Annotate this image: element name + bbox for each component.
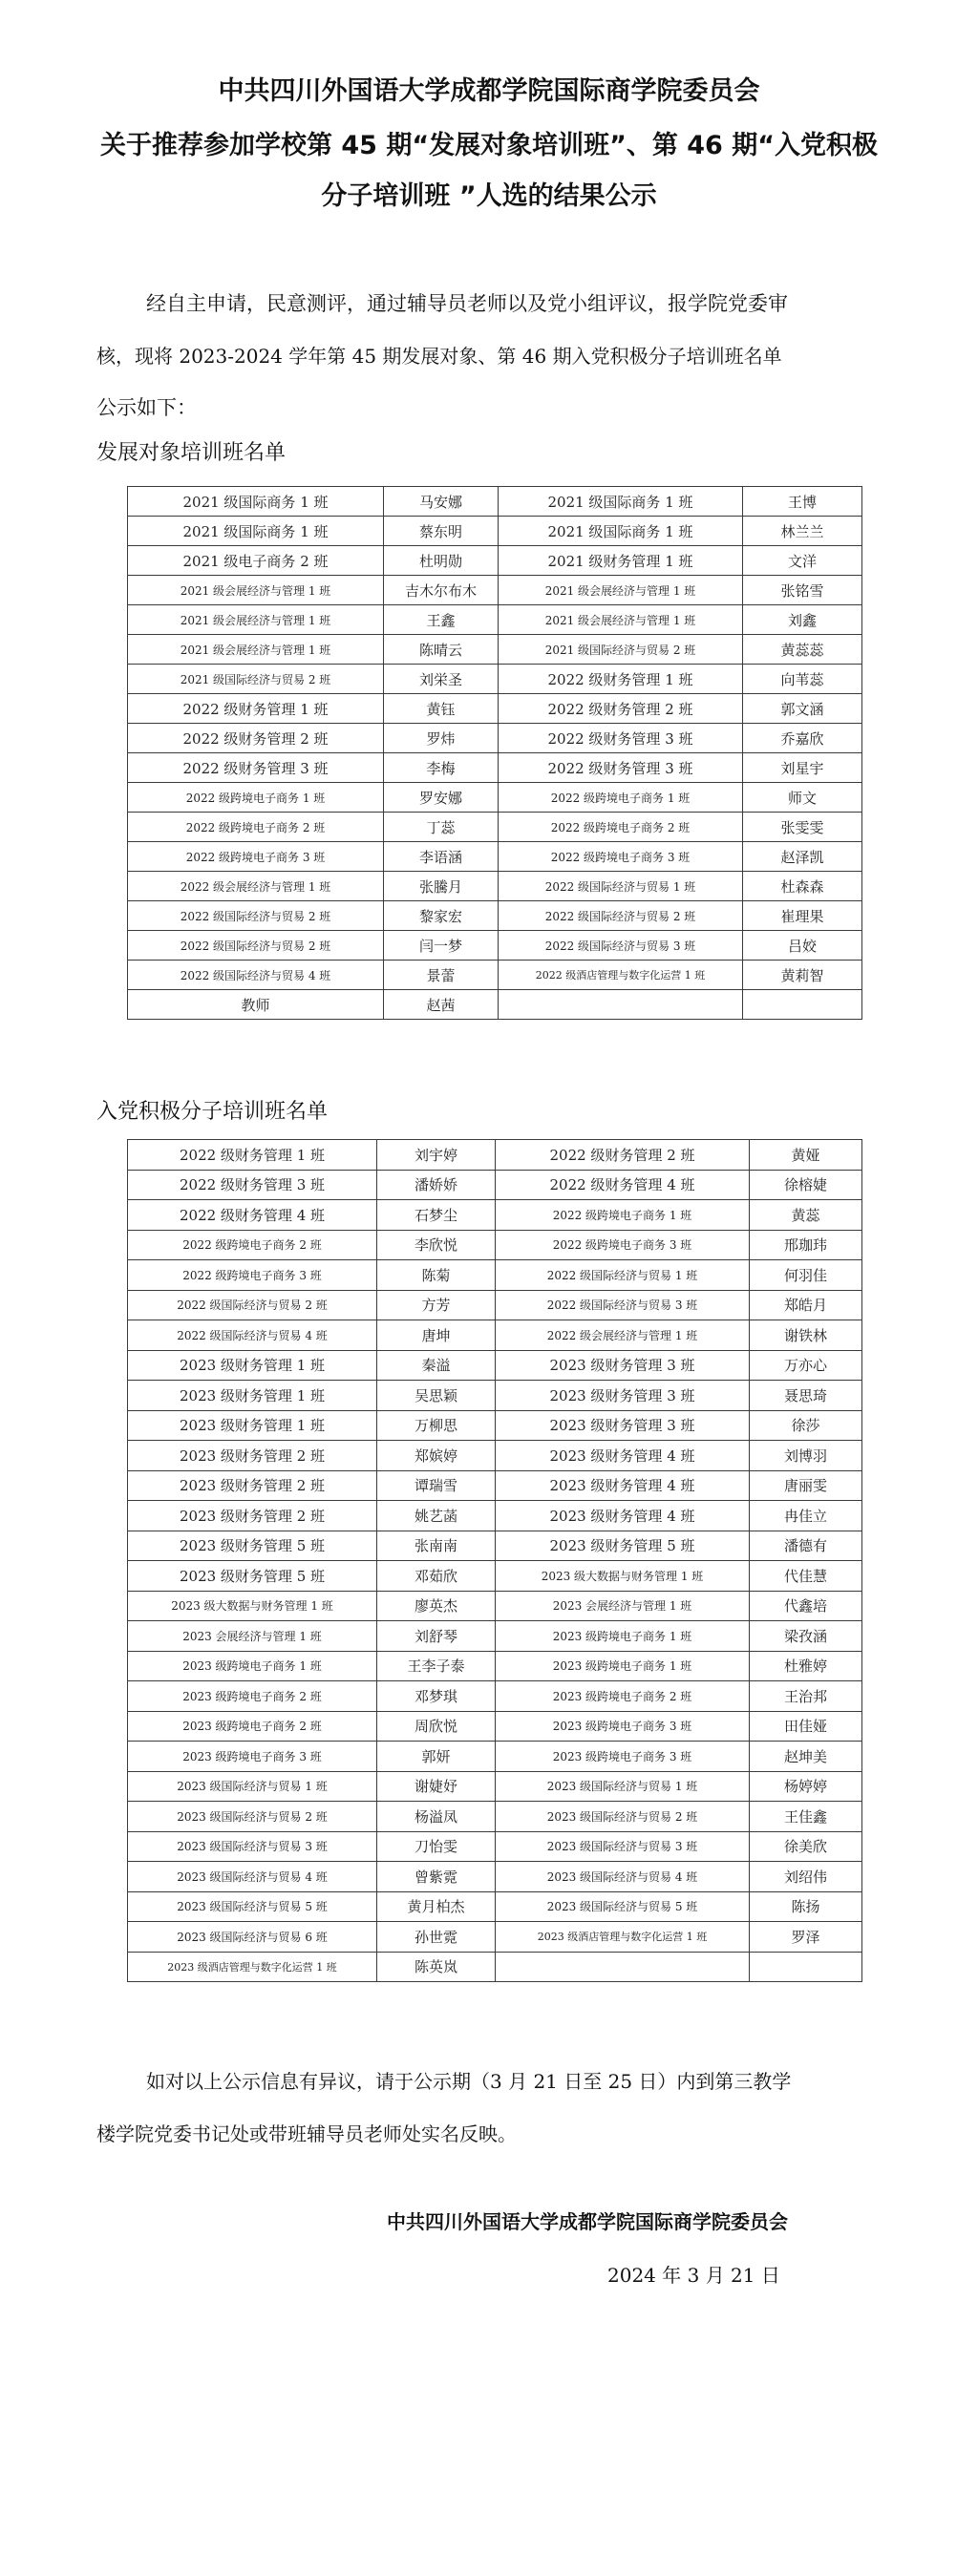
class-cell: 2023 级财务管理 1 班 <box>128 1410 377 1441</box>
class-cell: 2022 级会展经济与管理 1 班 <box>128 872 384 901</box>
closing-line: 如对以上公示信息有异议，请于公示期（3 月 21 日至 25 日）内到第三教学 <box>146 2070 792 2093</box>
development-list-table <box>127 486 862 1020</box>
class-cell: 2022 级跨境电子商务 2 班 <box>128 1230 377 1260</box>
name-cell: 郑皓月 <box>750 1290 862 1320</box>
class-cell: 2023 级国际经济与贸易 2 班 <box>496 1802 750 1832</box>
name-cell: 曾紫霓 <box>377 1862 496 1892</box>
class-cell: 2021 级财务管理 1 班 <box>499 546 743 576</box>
name-cell: 罗泽 <box>750 1922 862 1953</box>
class-cell: 2022 级跨境电子商务 1 班 <box>128 783 384 813</box>
class-cell: 2023 级财务管理 2 班 <box>128 1501 377 1531</box>
class-cell: 2022 级跨境电子商务 3 班 <box>128 842 384 872</box>
name-cell: 徐榕婕 <box>750 1170 862 1200</box>
class-cell: 2021 级会展经济与管理 1 班 <box>128 576 384 605</box>
table-row <box>128 1681 862 1712</box>
class-cell: 2022 级跨境电子商务 3 班 <box>499 842 743 872</box>
table-row <box>128 783 862 813</box>
class-cell: 2022 级财务管理 3 班 <box>499 724 743 753</box>
class-cell: 2023 级酒店管理与数字化运营 1 班 <box>496 1922 750 1953</box>
document-subtitle-line2: 分子培训班 ”人选的结果公示 <box>321 181 657 211</box>
name-cell: 黄莉智 <box>743 961 862 990</box>
table-row <box>128 1230 862 1260</box>
name-cell: 邓梦琪 <box>377 1681 496 1712</box>
table-row <box>128 1470 862 1501</box>
table-row <box>128 1591 862 1621</box>
class-cell: 2021 级国际经济与贸易 2 班 <box>499 635 743 665</box>
name-cell: 张騰月 <box>384 872 499 901</box>
name-cell: 李欣悦 <box>377 1230 496 1260</box>
table-row <box>128 1952 862 1982</box>
table-row <box>128 1441 862 1471</box>
name-cell: 刘舒琴 <box>377 1621 496 1652</box>
table-row <box>128 1531 862 1561</box>
class-cell: 2023 级跨境电子商务 2 班 <box>128 1711 377 1742</box>
table-row <box>128 1381 862 1411</box>
class-cell: 2023 级财务管理 4 班 <box>496 1501 750 1531</box>
class-cell: 2023 会展经济与管理 1 班 <box>128 1621 377 1652</box>
document-subtitle-line1: 关于推荐参加学校第 45 期“发展对象培训班”、第 46 期“入党积极 <box>100 131 878 160</box>
name-cell: 万柳思 <box>377 1410 496 1441</box>
name-cell: 黄娅 <box>750 1140 862 1171</box>
class-cell: 2023 级跨境电子商务 3 班 <box>496 1711 750 1742</box>
name-cell: 代鑫培 <box>750 1591 862 1621</box>
class-cell: 2021 级国际商务 1 班 <box>499 487 743 517</box>
name-cell: 郭妍 <box>377 1742 496 1772</box>
class-cell: 2023 会展经济与管理 1 班 <box>496 1591 750 1621</box>
name-cell: 梁孜涵 <box>750 1621 862 1652</box>
class-cell: 2022 级国际经济与贸易 4 班 <box>128 961 384 990</box>
class-cell: 2022 级财务管理 2 班 <box>496 1140 750 1171</box>
intro-line: 经自主申请，民意测评，通过辅导员老师以及党小组评议，报学院党委审 <box>146 292 788 315</box>
table-row <box>128 1621 862 1652</box>
name-cell: 万亦心 <box>750 1350 862 1381</box>
class-cell: 2023 级国际经济与贸易 3 班 <box>128 1831 377 1862</box>
name-cell: 潘娇娇 <box>377 1170 496 1200</box>
table-row <box>128 1350 862 1381</box>
name-cell: 聂思琦 <box>750 1381 862 1411</box>
class-cell: 2022 级国际经济与贸易 2 班 <box>128 901 384 931</box>
name-cell: 杨婷婷 <box>750 1771 862 1802</box>
class-cell: 2021 级国际经济与贸易 2 班 <box>128 665 384 694</box>
table-row <box>128 635 862 665</box>
table-row <box>128 1742 862 1772</box>
class-cell: 2022 级财务管理 4 班 <box>496 1170 750 1200</box>
class-cell: 2021 级电子商务 2 班 <box>128 546 384 576</box>
class-cell: 2022 级国际经济与贸易 2 班 <box>128 931 384 961</box>
name-cell: 张铭雪 <box>743 576 862 605</box>
name-cell: 吕姣 <box>743 931 862 961</box>
table-row <box>128 842 862 872</box>
class-cell: 2023 级财务管理 4 班 <box>496 1441 750 1471</box>
name-cell: 张南南 <box>377 1531 496 1561</box>
class-cell: 2022 级国际经济与贸易 3 班 <box>499 931 743 961</box>
class-cell: 2023 级跨境电子商务 2 班 <box>128 1681 377 1712</box>
name-cell: 潘德有 <box>750 1531 862 1561</box>
name-cell: 刘栄圣 <box>384 665 499 694</box>
class-cell: 2021 级会展经济与管理 1 班 <box>499 605 743 635</box>
class-cell: 2023 级国际经济与贸易 6 班 <box>128 1922 377 1953</box>
class-cell: 2022 级财务管理 2 班 <box>128 724 384 753</box>
table-row <box>128 753 862 783</box>
name-cell: 李语涵 <box>384 842 499 872</box>
class-cell <box>499 990 743 1020</box>
class-cell: 2023 级大数据与财务管理 1 班 <box>496 1561 750 1592</box>
name-cell: 罗安娜 <box>384 783 499 813</box>
class-cell: 2022 级财务管理 1 班 <box>128 694 384 724</box>
table-row <box>128 931 862 961</box>
table-row <box>128 1922 862 1953</box>
name-cell: 刘星宇 <box>743 753 862 783</box>
class-cell: 2023 级国际经济与贸易 1 班 <box>128 1771 377 1802</box>
table-row <box>128 1410 862 1441</box>
table-row <box>128 1290 862 1320</box>
name-cell: 郭文涵 <box>743 694 862 724</box>
name-cell: 赵泽凯 <box>743 842 862 872</box>
table-row <box>128 1862 862 1892</box>
name-cell: 王鑫 <box>384 605 499 635</box>
table-row <box>128 1891 862 1922</box>
name-cell: 唐坤 <box>377 1320 496 1351</box>
class-cell: 2023 级酒店管理与数字化运营 1 班 <box>128 1952 377 1982</box>
name-cell: 秦溢 <box>377 1350 496 1381</box>
class-cell: 2022 级国际经济与贸易 3 班 <box>496 1290 750 1320</box>
name-cell: 杜明勋 <box>384 546 499 576</box>
name-cell: 周欣悦 <box>377 1711 496 1742</box>
class-cell: 2022 级跨境电子商务 3 班 <box>128 1260 377 1291</box>
class-cell: 2022 级财务管理 1 班 <box>128 1140 377 1171</box>
table-row <box>128 576 862 605</box>
name-cell: 杨溢凤 <box>377 1802 496 1832</box>
class-cell: 2021 级会展经济与管理 1 班 <box>499 576 743 605</box>
class-cell: 2022 级国际经济与贸易 1 班 <box>499 872 743 901</box>
class-cell: 2022 级财务管理 3 班 <box>499 753 743 783</box>
name-cell: 乔嘉欣 <box>743 724 862 753</box>
name-cell: 陈晴云 <box>384 635 499 665</box>
table-row <box>128 1802 862 1832</box>
class-cell: 2021 级会展经济与管理 1 班 <box>128 605 384 635</box>
table-row <box>128 872 862 901</box>
class-cell: 2021 级国际商务 1 班 <box>128 517 384 546</box>
class-cell: 2022 级跨境电子商务 2 班 <box>128 813 384 842</box>
class-cell: 2023 级财务管理 5 班 <box>128 1561 377 1592</box>
name-cell: 谢铁林 <box>750 1320 862 1351</box>
name-cell: 赵茜 <box>384 990 499 1020</box>
class-cell: 2023 级国际经济与贸易 2 班 <box>128 1802 377 1832</box>
name-cell: 陈英岚 <box>377 1952 496 1982</box>
name-cell: 王博 <box>743 487 862 517</box>
class-cell: 2023 级财务管理 5 班 <box>128 1531 377 1561</box>
class-cell <box>496 1952 750 1982</box>
name-cell: 陈扬 <box>750 1891 862 1922</box>
table-row <box>128 961 862 990</box>
name-cell: 徐莎 <box>750 1410 862 1441</box>
intro-line: 公示如下： <box>96 396 197 419</box>
name-cell: 景蕾 <box>384 961 499 990</box>
name-cell: 黎家宏 <box>384 901 499 931</box>
name-cell <box>750 1952 862 1982</box>
section-heading-development: 发展对象培训班名单 <box>96 441 287 465</box>
signature-date: 2024 年 3 月 21 日 <box>607 2264 780 2287</box>
name-cell <box>743 990 862 1020</box>
name-cell: 刘博羽 <box>750 1441 862 1471</box>
class-cell: 2023 级国际经济与贸易 5 班 <box>496 1891 750 1922</box>
class-cell: 2023 级财务管理 1 班 <box>128 1350 377 1381</box>
table-row <box>128 901 862 931</box>
class-cell: 教师 <box>128 990 384 1020</box>
table-row <box>128 1260 862 1291</box>
class-cell: 2023 级跨境电子商务 3 班 <box>496 1742 750 1772</box>
name-cell: 向苇蕊 <box>743 665 862 694</box>
signature-org: 中共四川外国语大学成都学院国际商学院委员会 <box>387 2210 788 2233</box>
class-cell: 2023 级财务管理 2 班 <box>128 1441 377 1471</box>
name-cell: 邢珈玮 <box>750 1230 862 1260</box>
name-cell: 刘绍伟 <box>750 1862 862 1892</box>
table-row <box>128 1561 862 1592</box>
name-cell: 陈菊 <box>377 1260 496 1291</box>
class-cell: 2023 级国际经济与贸易 4 班 <box>128 1862 377 1892</box>
name-cell: 崔理果 <box>743 901 862 931</box>
name-cell: 李梅 <box>384 753 499 783</box>
name-cell: 石梦尘 <box>377 1200 496 1231</box>
name-cell: 蔡东明 <box>384 517 499 546</box>
name-cell: 吉木尔布木 <box>384 576 499 605</box>
name-cell: 师文 <box>743 783 862 813</box>
table-row <box>128 1651 862 1681</box>
table-row <box>128 487 862 517</box>
name-cell: 田佳娅 <box>750 1711 862 1742</box>
class-cell: 2022 级国际经济与贸易 2 班 <box>499 901 743 931</box>
name-cell: 王李子泰 <box>377 1651 496 1681</box>
name-cell: 黄钰 <box>384 694 499 724</box>
table-row <box>128 1711 862 1742</box>
class-cell: 2023 级跨境电子商务 1 班 <box>128 1651 377 1681</box>
table-row <box>128 665 862 694</box>
name-cell: 文洋 <box>743 546 862 576</box>
class-cell: 2022 级财务管理 3 班 <box>128 753 384 783</box>
name-cell: 罗炜 <box>384 724 499 753</box>
name-cell: 马安娜 <box>384 487 499 517</box>
name-cell: 廖英杰 <box>377 1591 496 1621</box>
table-row <box>128 724 862 753</box>
name-cell: 徐美欣 <box>750 1831 862 1862</box>
name-cell: 刀怡雯 <box>377 1831 496 1862</box>
class-cell: 2022 级酒店管理与数字化运营 1 班 <box>499 961 743 990</box>
class-cell: 2022 级国际经济与贸易 1 班 <box>496 1260 750 1291</box>
class-cell: 2023 级国际经济与贸易 5 班 <box>128 1891 377 1922</box>
name-cell: 黄月柏杰 <box>377 1891 496 1922</box>
class-cell: 2022 级财务管理 2 班 <box>499 694 743 724</box>
class-cell: 2023 级跨境电子商务 2 班 <box>496 1681 750 1712</box>
section-heading-activist: 入党积极分子培训班名单 <box>96 1100 329 1124</box>
name-cell: 杜森森 <box>743 872 862 901</box>
class-cell: 2021 级国际商务 1 班 <box>128 487 384 517</box>
class-cell: 2023 级财务管理 3 班 <box>496 1381 750 1411</box>
class-cell: 2022 级会展经济与管理 1 班 <box>496 1320 750 1351</box>
class-cell: 2023 级财务管理 3 班 <box>496 1350 750 1381</box>
table-row <box>128 1501 862 1531</box>
name-cell: 杜雅婷 <box>750 1651 862 1681</box>
table-row <box>128 546 862 576</box>
name-cell: 刘宇婷 <box>377 1140 496 1171</box>
name-cell: 谢婕妤 <box>377 1771 496 1802</box>
name-cell: 张雯雯 <box>743 813 862 842</box>
name-cell: 黄蕊蕊 <box>743 635 862 665</box>
class-cell: 2023 级国际经济与贸易 1 班 <box>496 1771 750 1802</box>
table-row <box>128 813 862 842</box>
document-title: 中共四川外国语大学成都学院国际商学院委员会 <box>218 76 760 106</box>
name-cell: 丁蕊 <box>384 813 499 842</box>
name-cell: 王治邦 <box>750 1681 862 1712</box>
class-cell: 2022 级财务管理 4 班 <box>128 1200 377 1231</box>
class-cell: 2021 级国际商务 1 班 <box>499 517 743 546</box>
name-cell: 谭瑞雪 <box>377 1470 496 1501</box>
table-row <box>128 1170 862 1200</box>
class-cell: 2022 级跨境电子商务 2 班 <box>499 813 743 842</box>
name-cell: 郑嫔婷 <box>377 1441 496 1471</box>
table-row <box>128 694 862 724</box>
name-cell: 何羽佳 <box>750 1260 862 1291</box>
name-cell: 刘鑫 <box>743 605 862 635</box>
name-cell: 黄蕊 <box>750 1200 862 1231</box>
name-cell: 吴思颖 <box>377 1381 496 1411</box>
name-cell: 姚艺菡 <box>377 1501 496 1531</box>
name-cell: 王佳鑫 <box>750 1802 862 1832</box>
name-cell: 方芳 <box>377 1290 496 1320</box>
intro-line: 核，现将 2023-2024 学年第 45 期发展对象、第 46 期入党积极分子培训班名单 <box>96 345 782 368</box>
name-cell: 冉佳立 <box>750 1501 862 1531</box>
name-cell: 闫一梦 <box>384 931 499 961</box>
class-cell: 2023 级财务管理 5 班 <box>496 1531 750 1561</box>
class-cell: 2023 级国际经济与贸易 3 班 <box>496 1831 750 1862</box>
class-cell: 2023 级财务管理 2 班 <box>128 1470 377 1501</box>
table-row <box>128 1320 862 1351</box>
class-cell: 2021 级会展经济与管理 1 班 <box>128 635 384 665</box>
class-cell: 2022 级国际经济与贸易 2 班 <box>128 1290 377 1320</box>
table-row <box>128 605 862 635</box>
name-cell: 代佳慧 <box>750 1561 862 1592</box>
class-cell: 2023 级跨境电子商务 1 班 <box>496 1651 750 1681</box>
class-cell: 2022 级财务管理 3 班 <box>128 1170 377 1200</box>
table-row <box>128 517 862 546</box>
table-row <box>128 1140 862 1171</box>
class-cell: 2023 级财务管理 1 班 <box>128 1381 377 1411</box>
class-cell: 2022 级跨境电子商务 3 班 <box>496 1230 750 1260</box>
table-row <box>128 1200 862 1231</box>
table-row <box>128 1771 862 1802</box>
closing-line: 楼学院党委书记处或带班辅导员老师处实名反映。 <box>96 2122 517 2145</box>
name-cell: 赵坤美 <box>750 1742 862 1772</box>
class-cell: 2022 级财务管理 1 班 <box>499 665 743 694</box>
class-cell: 2022 级跨境电子商务 1 班 <box>499 783 743 813</box>
table-row <box>128 990 862 1020</box>
class-cell: 2023 级财务管理 4 班 <box>496 1470 750 1501</box>
table-row <box>128 1831 862 1862</box>
class-cell: 2023 级跨境电子商务 3 班 <box>128 1742 377 1772</box>
name-cell: 林兰兰 <box>743 517 862 546</box>
class-cell: 2022 级跨境电子商务 1 班 <box>496 1200 750 1231</box>
name-cell: 孙世霓 <box>377 1922 496 1953</box>
class-cell: 2023 级财务管理 3 班 <box>496 1410 750 1441</box>
class-cell: 2023 级国际经济与贸易 4 班 <box>496 1862 750 1892</box>
class-cell: 2022 级国际经济与贸易 4 班 <box>128 1320 377 1351</box>
activist-list-table <box>127 1139 862 1982</box>
name-cell: 邓茹欣 <box>377 1561 496 1592</box>
name-cell: 唐丽雯 <box>750 1470 862 1501</box>
class-cell: 2023 级大数据与财务管理 1 班 <box>128 1591 377 1621</box>
class-cell: 2023 级跨境电子商务 1 班 <box>496 1621 750 1652</box>
